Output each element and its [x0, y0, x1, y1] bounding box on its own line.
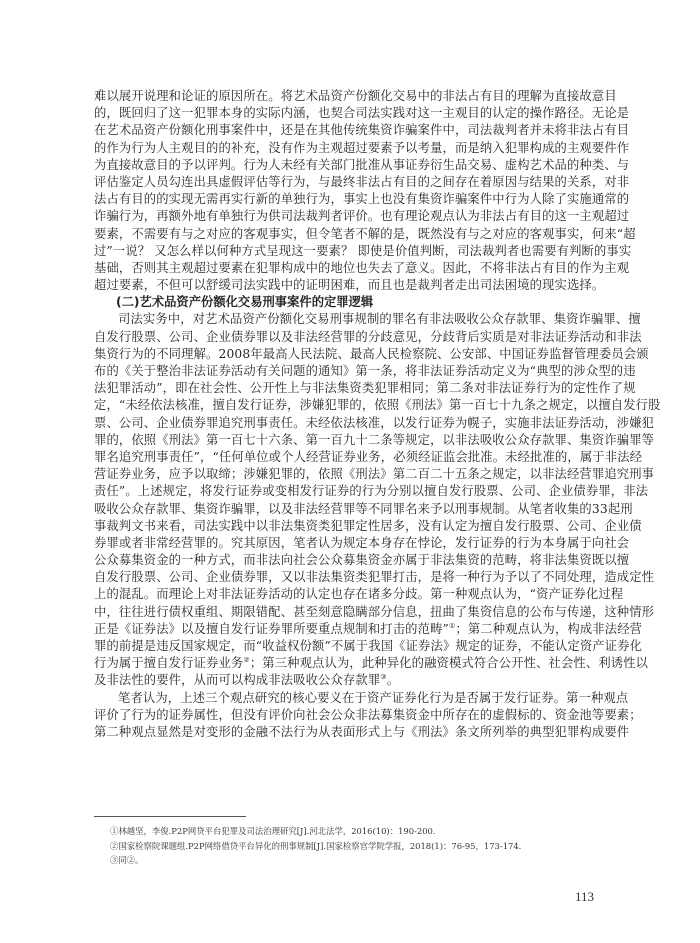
text-line: 罪的前提是违反国家规定，而“收益权份额”不属于我国《证券法》规定的证券，不能认定资产证券化: [94, 639, 643, 653]
text-line: 司法实务中，对艺术品资产份额化交易刑事规制的罪名有非法吸收公众存款罪、集资诈骗罪、擅: [118, 312, 641, 327]
text-line: 诈骗行为，再额外地有单独行为供司法裁判者评价。也有理论观点认为非法占有目的这一主观超过: [94, 209, 630, 224]
text-line: 的作为行为人主观目的的补充，没有作为主观超过要素予以考量，而是纳入犯罪构成的主观要件作: [94, 140, 630, 155]
text-line: [94, 621, 643, 638]
page-number: 113: [575, 889, 595, 904]
section-heading: (二)艺术品资产份额化交易刑事案件的定罪逻辑: [116, 295, 374, 310]
text-line: 自发行股票、公司、企业债券罪，又以非法集资类犯罪打击，是将一种行为予以了不同处理，造成定性: [94, 570, 655, 585]
text-line: 在艺术品资产份额化刑事案件中，还是在其他传统集资诈骗案件中，司法裁判者并未将非法占有目: [94, 123, 630, 138]
text-span: 行为属于擅自发行证券业务: [94, 656, 244, 671]
text-line: 第二种观点显然是对变形的金融不法行为从表面形式上与《刑法》条文所列举的典型犯罪构成要件: [94, 724, 630, 739]
text-line: 法占有目的的实现无需再实行新的单独行为，事实上也没有集资诈骗案件中行为人除了实施通常的: [94, 192, 630, 207]
text-span: 正是《证券法》以及擅自发行证券罪所要重点规制和打击的范畴”: [94, 621, 449, 636]
text-line: 要素，不需要有与之对应的客观事实，但令笔者不解的是，既然没有与之对应的客观事实，何来“超: [94, 226, 636, 241]
text-line: 事裁判文书来看，司法实践中以非法集资类犯罪定性居多，没有认定为擅自发行股票、公司、企业债: [94, 518, 642, 533]
text-line: 的，既回归了这一犯罪本身的实际内涵，也契合司法实践对这一主观目的认定的操作路径。无论是: [94, 106, 630, 121]
text-line: 票、公司、企业债券罪追究刑事责任。未经依法核准，以发行证券为幌子，实施非法证券活动，涉嫌犯: [94, 415, 655, 430]
paragraph-2: [94, 311, 661, 689]
text-line: 布的《关于整治非法证券活动有关问题的通知》第一条，将非法证券活动定义为“典型的涉众型的违: [94, 364, 636, 378]
text-line: 罪的，依照《刑法》第一百七十六条、第一百九十二条等规定，以非法吸收公众存款罪、集资诈骗罪等: [94, 432, 655, 447]
footnote-1: ①林越坚，李俊.P2P网贷平台犯罪及司法治理研究[J].河北法学，2016(10)：190-200.: [110, 826, 436, 836]
footnote-ref-1[interactable]: ①: [448, 621, 456, 630]
paragraph-3: [94, 690, 642, 742]
page-body: [94, 88, 661, 741]
text-line: 自发行股票、公司、企业债券罪以及非法经营罪的分歧意见，分歧背后实质是对非法证券活动和非法: [94, 329, 642, 344]
text-line: 券罪或者非常经营罪的。究其原因，笔者认为规定本身存在悖论，发行证券的行为本身属于向社会: [94, 535, 630, 550]
text-span: ；第二种观点认为，构成非法经营: [455, 621, 643, 636]
text-line: 集资行为的不同理解。2008年最高人民法院、最高人民检察院、公安部、中国证券监督管理委员会颁: [94, 346, 649, 361]
text-line: 法犯罪活动”，即在社会性、公开性上与非法集资类犯罪相同；第二条对非法证券行为的定性作了规: [94, 381, 636, 396]
footnote-3: ③同②。: [110, 855, 144, 865]
text-line: 营证券业务，应予以取缔；涉嫌犯罪的，依照《刑法》第二百二十五条之规定，以非法经营罪追究刑事: [94, 467, 655, 482]
footnote-ref-2[interactable]: ②: [243, 656, 250, 665]
text-line: [94, 655, 649, 672]
text-line: 评价了行为的证券属性，但没有评价向社会公众非法募集资金中所存在的虚假标的、资金池等要素；: [94, 707, 642, 722]
text-line: 为直接故意目的予以评判。行为人未经有关部门批准从事证券衍生品交易、虚构艺术品的种类、与: [94, 157, 630, 172]
text-span: ；第三种观点认为，此种异化的融资模式符合公开性、社会性、利诱性以: [249, 656, 649, 671]
text-line: [94, 672, 604, 689]
footnotes: [110, 824, 610, 868]
text-line: 超过要素，不但可以舒缓司法实践中的证明困难，而且也是裁判者走出司法困境的现实选择。: [94, 278, 605, 293]
text-line: 评估鉴定人员勾连出具虚假评估等行为，与最终非法占有目的之间存在着原因与结果的关系，对非: [94, 174, 630, 189]
text-span: 。: [386, 673, 400, 688]
text-span: 及非法性的要件，从而可以构成非法吸收公众存款罪: [94, 673, 381, 688]
footnote-2: ②国家检察院课题组.P2P网络借贷平台异化的刑事规制[J].国家检察官学院学报，2018(1)：76-95，173-174.: [110, 840, 522, 851]
text-line: 笔者认为，上述三个观点研究的核心要义在于资产证券化行为是否属于发行证券。第一种观点: [118, 690, 629, 705]
text-line: 吸收公众存款罪、集资诈骗罪，以及非法经营罪等不同罪名来予以刑事规制。从笔者收集的33起刑: [94, 501, 633, 516]
text-line: 定，“未经依法核准，擅自发行证券，涉嫌犯罪的，依照《刑法》第一百七十九条之规定，以擅自发行股: [94, 398, 661, 413]
text-line: 责任”。上述规定，将发行证券或变相发行证券的行为分别以擅自发行股票、公司、企业债券罪，非法: [94, 484, 649, 499]
footnote-ref-3[interactable]: ③: [380, 673, 387, 682]
text-line: 难以展开说理和论证的原因所在。将艺术品资产份额化交易中的非法占有目的理解为直接故意目: [94, 89, 617, 103]
text-line: 过”一说？ 又怎么样以何种方式呈现这一要素？ 即使是价值判断，司法裁判者也需要有判断的事实: [94, 243, 632, 258]
footnote-divider: [94, 816, 246, 817]
text-line: 罪名追究刑事责任”，“任何单位或个人经营证券业务，必须经证监会批准。未经批准的，属于非法经: [94, 449, 643, 464]
text-line: 公众募集资金的一种方式，而非法向社会公众募集资金亦属于非法集资的范畴，将非法集资既以擅: [94, 553, 630, 568]
text-line: 中，往往进行债权重组、期限错配、甚至刻意隐瞒部分信息，扭曲了集资信息的公布与传递，这种情形: [94, 604, 655, 619]
text-line: 上的混乱。而理论上对非法证券活动的认定也存在诸多分歧。第一种观点认为，“资产证券化过程: [94, 587, 624, 602]
paragraph-1: [94, 88, 636, 294]
text-line: 基础，否则其主观超过要素在犯罪构成中的地位也失去了意义。因此，不将非法占有目的作为主观: [94, 260, 630, 275]
